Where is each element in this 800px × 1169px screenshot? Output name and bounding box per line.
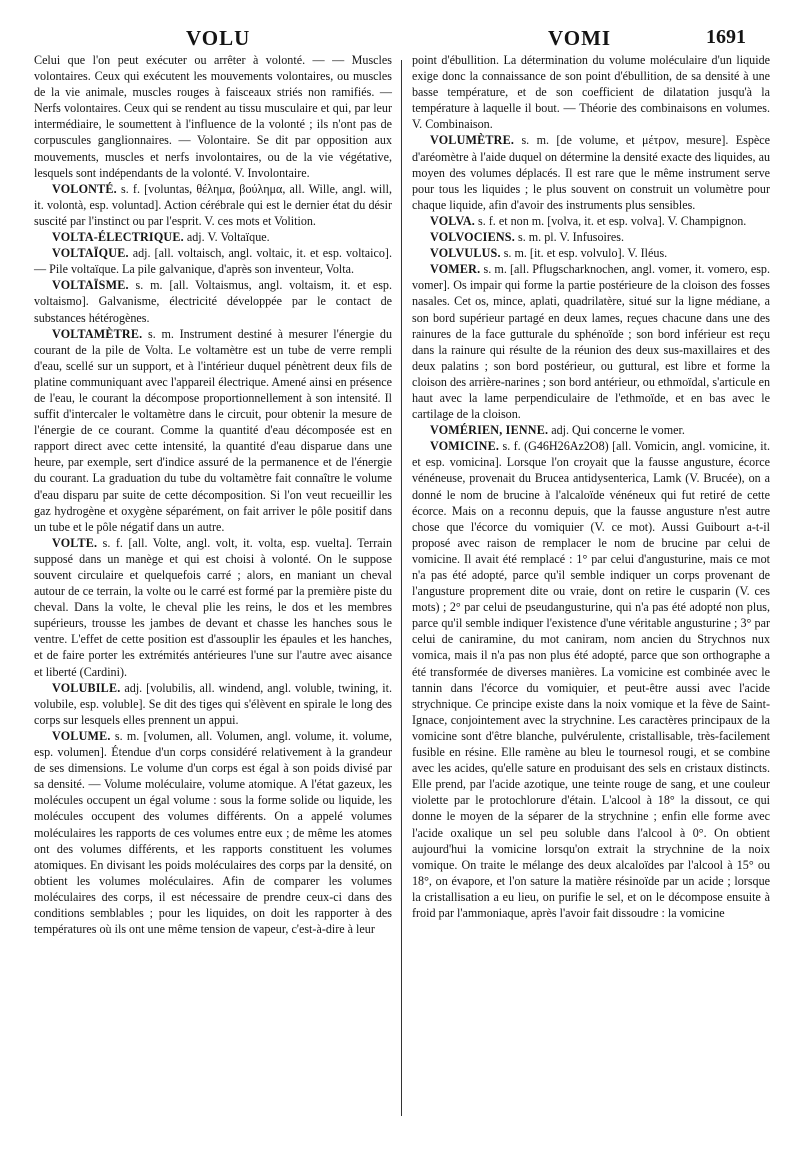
entry-text: s. m. [volumen, all. Volumen, angl. volume, it. volume, esp. volumen]. Étendue d'un corps considéré relativement à la grandeur de ses dimensions. Le volume d'un corps est égal à son poids divisé par sa densité. — Volume moléculaire, volume atomique. A l'état gazeux, les molécules occupent un égal volume : sous la forme solide ou liquide, les molécules occupent des volumes différents. On a appelé volumes moléculaires les rapports de ces volumes entre eux ; de même les atomes ont des volumes différents, et les rapports constituent les volumes atomiques. En divisant les poids moléculaires des corps par la densité, on obtient les volumes moléculaires. Afin de comparer les volumes moléculaires des corps, il est nécessaire de prendre ceux-ci dans des conditions semblables ; pour les liquides, on doit les rapporter à des températures où ils ont une même tension de vapeur, c'est-à-dire à leur bbox=[34, 728, 392, 937]
entry-paragraph bbox=[412, 229, 770, 245]
entry-paragraph bbox=[412, 261, 770, 422]
entry-paragraph bbox=[34, 181, 392, 229]
running-head bbox=[0, 26, 800, 50]
column-divider bbox=[401, 60, 402, 1116]
entry-paragraph bbox=[34, 52, 392, 181]
entry-text: s. m. Instrument destiné à mesurer l'énergie du courant de la pile de Volta. Le voltamètre est un tube de verre rempli d'eau, scellé sur un support, et à l'intérieur duquel pénètrent deux fils de platine communiquant avec l'appareil électrique. Amené ainsi en présence de l'eau, le courant la décompose proportionnellement à son intensité. Il suffit d'intercaler le voltamètre dans le circuit, pour obtenir la mesure de l'énergie de ce courant. Comme la quantité d'eau décomposée est en rapport direct avec cette intensité, la quantité d'eau disparue dans une heure, par exemple, sert d'indice assuré de la permanence et de l'énergie du courant. La graduation du tube du voltamètre fait connaître le volume d'eau disparu par suite de cette décomposition. Si l'on veut recueillir les gaz hydrogène et oxygène séparément, on fait arriver le pôle positif dans un tube et le pôle négatif dans un autre. bbox=[34, 326, 393, 534]
left-column bbox=[34, 52, 392, 937]
entry-text: point d'ébullition. La détermination du volume moléculaire d'un liquide exige donc la connaissance de son point d'ébullition, de sa densité à une basse température, et de son coefficient de dilatation jusqu'à la température à laquelle il bout. — Théorie des combinaisons en volumes. V. Combinaison. bbox=[412, 53, 770, 132]
entry-headword: VOLVOCIENS. bbox=[430, 230, 515, 245]
entry-paragraph bbox=[34, 680, 392, 728]
entry-headword: VOMER. bbox=[430, 262, 481, 277]
entry-headword: VOMÉRIEN, IENNE. bbox=[430, 423, 549, 438]
entry-headword: VOLUME. bbox=[52, 728, 111, 743]
entry-paragraph bbox=[412, 422, 770, 438]
entry-headword: VOLTE. bbox=[52, 535, 98, 550]
entry-headword: VOLUMÈTRE. bbox=[430, 133, 515, 148]
entry-text: s. f. (G46H26Az2O8) [all. Vomicin, angl. vomicine, it. et esp. vomicina]. Lorsque l'on croyait que la fausse angusture, écorce vénéneuse, provenait du Brucea antidysenterica, Lamk (V. Brucée), on a donné le nom de brucine à l'alcaloïde vénéneux qui fut retiré de cette écorce. Mais on a reconnu depuis, que la fausse angusture n'est autre chose que l'écorce du vomiquier (V. ce mot). Aussi Guibourt a-t-il proposé avec raison de remplacer le nom de brucine par celui de vomicine. Il avait été remplacé : 1° par celui d'angusturine, mais ce mot n'a pas été adopté, parce qu'il semble indiquer un corps provenant de l'angusture proprement dite ou vraie, dont on retire le cusparin (V. ces mots) ; 2° par celui de pseudangusturine, qui n'a pas été adopté non plus, parce qu'il semble indiquer l'existence d'une véritable angusturine ; 3° par celui de caniramine, du mot caniram, nom ancien du Strychnos nux vomica, mais il n'a pas non plus été adopté, parce que son orthographe a été transformée de diverses manières. La vomicine est combinée avec le tannin dans l'écorce du vomiquier, et peut-être aussi avec l'acide strychnique. Ce principe existe dans la noix vomique et la fève de Saint-Ignace, conjointement avec la strychnine. Les caractères principaux de la vomicine sont d'être blanche, pulvérulente, cristallisable, très-facilement fusible en résine. Elle ramène au bleu le tournesol rougi, et se combine avec les acides, qu'elle sature en produisant des sels en cristaux distincts. Elle prend, par l'acide azotique, une teinte rouge de sang, et une couleur violette par le protochlorure d'étain. L'alcool à 18° la dissout, ce qui donne le moyen de la séparer de la strychnine ; enfin elle forme avec l'acide oxalique un sel peu soluble dans l'alcool à 0°. On obtient aujourd'hui la vomicine lorsqu'on extrait la strychnine de la noix vomique. On traite le mélange des deux alcaloïdes par l'alcool à 15° ou 18°, on évapore, et l'on sature la matière résinoïde par un acide ; lorsque la cristallisation a eu lieu, on purifie le sel, et on le décompose ensuite à froid par l'ammoniaque, après l'avoir fait dissoudre : la vomicine bbox=[412, 439, 771, 920]
entry-paragraph bbox=[34, 229, 392, 245]
entry-text: s. f. [all. Volte, angl. volt, it. volta, esp. vuelta]. Terrain supposé dans un manège et qui est choisi à volonté. On le suppose souvent circulaire et quelquefois carré ; alors, en maniant un cheval autour de ce terrain, la volte ou le carré est formé par la première piste du cheval. Dans la volte, le cheval plie les reins, le dos et les membres supérieurs, trousse les jambes de devant et chasse les hanches sous le ventre. L'effet de cette position est d'assouplir les épaules et les hanches, et de faire porter les extrémités antérieures l'une sur l'autre avec aisance et liberté (Cardini). bbox=[34, 535, 392, 679]
entry-headword: VOMICINE. bbox=[430, 439, 500, 454]
entry-paragraph bbox=[34, 326, 392, 535]
right-column bbox=[412, 52, 770, 921]
entry-paragraph bbox=[34, 245, 392, 277]
entry-paragraph bbox=[412, 245, 770, 261]
running-head-left: VOLU bbox=[186, 26, 251, 50]
entry-paragraph bbox=[412, 438, 770, 921]
entry-text: Celui que l'on peut exécuter ou arrêter à volonté. — — Muscles volontaires. Ceux qui exécutent les mouvements volontaires, ou muscles de la vie animale, muscles rouges à faisceaux striés non ramifiés. — Nerfs volontaires. Ceux qui se rendent au tissu musculaire et qui, par leur intermédiaire, le soumettent à l'influence de la volonté ; ils n'ont pas de corpuscules ganglionnaires. — Volontaire. Se dit par opposition aux mouvements, muscles et nerfs involontaires, ou de la vie végétative, lesquels sont indépendants de la volonté. V. Involontaire. bbox=[34, 53, 392, 180]
entry-text: adj. [all. voltaisch, angl. voltaic, it. et esp. voltaico]. — Pile voltaïque. La pile galvanique, d'après son inventeur, Volta. bbox=[34, 246, 392, 277]
entry-paragraph bbox=[34, 277, 392, 325]
entry-paragraph bbox=[412, 213, 770, 229]
entry-headword: VOLUBILE. bbox=[52, 680, 121, 695]
entry-text: adj. V. Voltaïque. bbox=[186, 230, 270, 245]
entry-paragraph bbox=[412, 132, 770, 212]
entry-text: s. m. [de volume, et μέτρον, mesure]. Espèce d'aréomètre à l'aide duquel on détermine la densité exacte des liquides, au moyen des volumes déplacés. Il est rare que le même instrument serve pour tous les liquides ; le plus souvent on construit un volumètre pour chaque liquide, afin d'avoir des instruments plus sensibles. bbox=[412, 133, 770, 212]
entry-paragraph bbox=[34, 535, 392, 680]
entry-text: s. f. et non m. [volva, it. et esp. volva]. V. Champignon. bbox=[478, 213, 747, 228]
entry-text: s. m. [all. Voltaismus, angl. voltaism, it. et esp. voltaismo]. Galvanisme, électricité développée par le contact de substances hétérogènes. bbox=[34, 278, 392, 325]
entry-headword: VOLTA-ÉLECTRIQUE. bbox=[52, 230, 184, 245]
entry-text: s. f. [voluntas, θέλημα, βούλημα, all. Wille, angl. will, it. volontà, esp. voluntad]. Action cérébrale qui est le dernier état du désir suscité par l'instinct ou par l'esprit. V. ces mots et Volition. bbox=[34, 181, 393, 228]
running-head-right: VOMI bbox=[548, 26, 612, 50]
entry-text: adj. Qui concerne le vomer. bbox=[551, 423, 685, 438]
entry-paragraph bbox=[412, 52, 770, 132]
entry-headword: VOLTAÏQUE. bbox=[52, 246, 129, 261]
entry-headword: VOLTAÏSME. bbox=[52, 278, 129, 293]
entry-text: s. m. pl. V. Infusoires. bbox=[517, 230, 625, 245]
entry-paragraph bbox=[34, 728, 392, 937]
entry-text: adj. [volubilis, all. windend, angl. voluble, twining, it. volubile, esp. voluble]. Se dit des tiges qui s'élèvent en spirale le long des corps sur lesquels elles prennent un appui. bbox=[34, 680, 392, 727]
entry-headword: VOLVA. bbox=[430, 213, 475, 228]
entry-text: s. m. [it. et esp. volvulo]. V. Iléus. bbox=[503, 246, 668, 261]
entry-headword: VOLVULUS. bbox=[430, 246, 501, 261]
entry-headword: VOLTAMÈTRE. bbox=[52, 326, 143, 341]
page-number: 1691 bbox=[706, 26, 746, 48]
entry-headword: VOLONTÉ. bbox=[52, 181, 117, 196]
entry-text: s. m. [all. Pflugscharknochen, angl. vomer, it. vomero, esp. vomer]. Os impair qui forme la partie postérieure de la cloison des fosses nasales. Cet os, mince, aplati, quadrilatère, situé sur la ligne médiane, a son bord supérieur partagé en deux lames, reçues chacune dans une des rainures de la face gutturale du sphénoïde ; son bord inférieur est reçu dans la rainure qui résulte de la réunion des deux sus-maxillaires et des deux palatins ; son bord postérieur, ou guttural, est libre et forme la cloison des arrière-narines ; son bord antérieur, ou ethmoïdal, s'articule en haut avec la lame perpendiculaire de l'ethmoïde, et en bas avec le cartilage de la cloison. bbox=[412, 262, 770, 422]
